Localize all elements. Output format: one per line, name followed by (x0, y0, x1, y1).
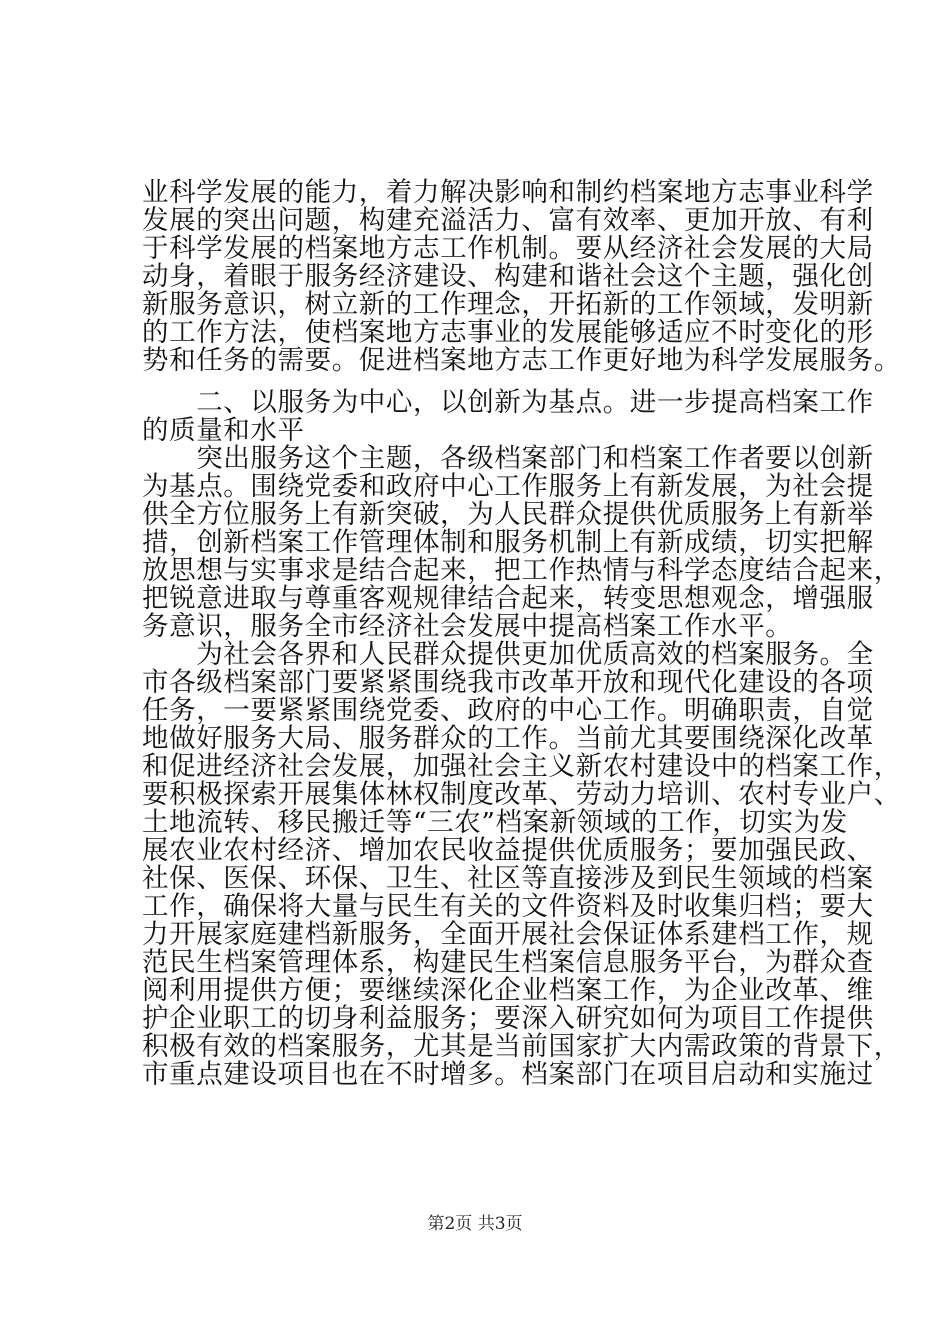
text-line: 工作，确保将大量与民生有关的文件资料及时收集归档；要大 (142, 890, 874, 922)
text-line: 护企业职工的切身利益服务；要深入研究如何为项目工作提供 (142, 1002, 874, 1034)
text-line: 市各级档案部门要紧紧围绕我市改革开放和现代化建设的各项 (142, 666, 874, 698)
heading-line: 的质量和水平 (142, 414, 305, 446)
text-line: 为社会各界和人民群众提供更加优质高效的档案服务。全 (142, 638, 874, 670)
text-line: 新服务意识，树立新的工作理念，开拓新的工作领域，发明新 (142, 288, 874, 320)
text-line: 和促进经济社会发展，加强社会主义新农村建设中的档案工作， (142, 750, 901, 782)
page-indicator: 第2页 共3页 (427, 1214, 523, 1234)
text-line: 的工作方法，使档案地方志事业的发展能够适应不时变化的形 (142, 316, 874, 348)
text-line: 力开展家庭建档新服务，全面开展社会保证体系建档工作，规 (142, 918, 874, 950)
text-line: 为基点。围绕党委和政府中心工作服务上有新发展，为社会提 (142, 470, 874, 502)
text-line: 势和任务的需要。促进档案地方志工作更好地为科学发展服务。 (142, 344, 901, 376)
text-line: 任务，一要紧紧围绕党委、政府的中心工作。明确职责，自觉 (142, 694, 874, 726)
text-line: 地做好服务大局、服务群众的工作。当前尤其要围绕深化改革 (142, 722, 874, 754)
text-line: 土地流转、移民搬迁等“三农”档案新领域的工作，切实为发 (142, 806, 848, 838)
text-line: 突出服务这个主题，各级档案部门和档案工作者要以创新 (142, 442, 874, 474)
text-line: 社保、医保、环保、卫生、社区等直接涉及到民生领域的档案 (142, 862, 874, 894)
text-line: 放思想与实事求是结合起来，把工作热情与科学态度结合起来， (142, 554, 901, 586)
text-line: 动身，着眼于服务经济建设、构建和谐社会这个主题，强化创 (142, 260, 874, 292)
text-line: 市重点建设项目也在不时增多。档案部门在项目启动和实施过 (142, 1058, 874, 1090)
text-line: 于科学发展的档案地方志工作机制。要从经济社会发展的大局 (142, 232, 874, 264)
page-footer (0, 1213, 950, 1235)
text-line: 阅利用提供方便；要继续深化企业档案工作，为企业改革、维 (142, 974, 874, 1006)
text-line: 积极有效的档案服务，尤其是当前国家扩大内需政策的背景下， (142, 1030, 901, 1062)
text-line: 措，创新档案工作管理体制和服务机制上有新成绩，切实把解 (142, 526, 874, 558)
text-line: 供全方位服务上有新突破，为人民群众提供优质服务上有新举 (142, 498, 874, 530)
heading-line: 二、以服务为中心，以创新为基点。进一步提高档案工作 (142, 386, 874, 418)
text-line: 展农业农村经济、增加农民收益提供优质服务；要加强民政、 (142, 834, 874, 866)
text-line: 务意识，服务全市经济社会发展中提高档案工作水平。 (142, 610, 793, 642)
text-line: 发展的突出问题，构建充溢活力、富有效率、更加开放、有利 (142, 204, 874, 236)
text-line: 范民生档案管理体系，构建民生档案信息服务平台，为群众查 (142, 946, 874, 978)
text-line: 要积极探索开展集体林权制度改革、劳动力培训、农村专业户、 (142, 778, 901, 810)
text-line: 把锐意进取与尊重客观规律结合起来，转变思想观念，增强服 (142, 582, 874, 614)
text-line: 业科学发展的能力，着力解决影响和制约档案地方志事业科学 (142, 177, 874, 208)
